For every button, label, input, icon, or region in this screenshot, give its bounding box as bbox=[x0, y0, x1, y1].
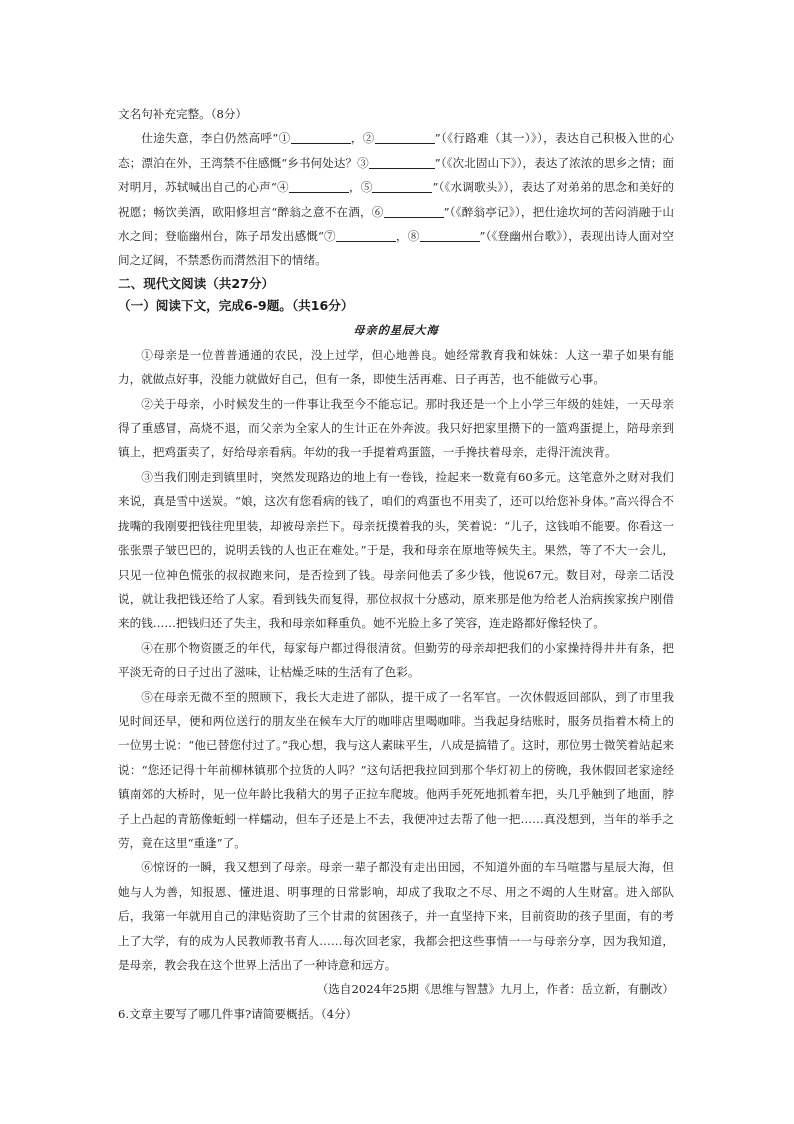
answer-blank-1[interactable] bbox=[291, 131, 351, 144]
article-paragraph-5: ⑤在母亲无微不至的照顾下，我长大走进了部队，提干成了一名军官。一次休假返回部队，到了市里我见时间还早，便和两位送行的朋友坐在候车大厅的咖啡店里喝咖啡。当我起身结账时，服务员指着木椅上的一位男士说：“他已替您付过了。”我心想，我与这人素昧平生，八成是搞错了。这时，那位男士微笑着站起来说：“您还记得十年前柳林镇那个拉货的人吗？”这句话把我拉回到那个华灯初上的傍晚，我休假回老家途经镇南郊的大桥时，见一位年龄比我稍大的男子正拉车爬坡。他两手死死地抓着车把，头几乎触到了地面，脖子上凸起的青筋像蚯蚓一样蠕动，但车子还是上不去，我便冲过去帮了他一把……真没想到，当年的举手之劳，竟在这里“重逢”了。 bbox=[118, 689, 674, 850]
poem-intro: 文名句补充完整。（8分） bbox=[118, 107, 248, 121]
article-source: （选自2024年25期《思维与智慧》九月上，作者：岳立新，有删改） bbox=[316, 982, 674, 997]
article-paragraph-6: ⑥惊讶的一瞬，我又想到了母亲。母亲一辈子都没有走出田园，不知道外面的车马喧嚣与星辰大海，但她与人为善，知报恩、懂进退、明事理的日常影响，却成了我取之不尽、用之不竭的人生财富。进入部队后，我第一年就用自己的津贴资助了三个甘肃的贫困孩子，并一直坚持下来，目前资助的孩子里面，有的考上了大学，有的成为人民教师教书育人……每次回老家，我都会把这些事情一一与母亲分享，因为我知道，是母亲，教会我在这个世界上活出了一种诗意和远方。 bbox=[118, 860, 674, 972]
answer-blank-4[interactable] bbox=[289, 180, 349, 193]
question-6: 6.文章主要写了哪几件事?请简要概括。（4分） bbox=[118, 1006, 358, 1021]
subsection-heading: （一）阅读下文，完成6-9题。（共16分） bbox=[118, 297, 354, 313]
article-paragraph-4: ④在那个物资匮乏的年代，每家每户都过得很清贫。但勤劳的母亲却把我们的小家操持得井井有条，把平淡无奇的日子过出了滋味，让枯燥乏味的生活有了色彩。 bbox=[118, 640, 674, 680]
article-paragraph-1: ①母亲是一位普普通通的农民，没上过学，但心地善良。她经常教育我和妹妹：人这一辈子如果有能力，就做点好事，没能力就做好自己，但有一条，即使生活再难、日子再苦，也不能做亏心事。 bbox=[118, 347, 674, 387]
exam-page bbox=[118, 102, 674, 1026]
answer-blank-8[interactable] bbox=[420, 229, 480, 242]
answer-blank-2[interactable] bbox=[375, 131, 435, 144]
answer-blank-5[interactable] bbox=[372, 180, 432, 193]
poem-fill-paragraph: 仕途失意，李白仍然高呼“① ，② ”（《行路难（其一）》），表达自己积极入世的心态；漂泊在外，王湾禁不住感慨“乡书何处达？③ ”（《次北固山下》），表达了浓浓的思乡之情；面对明月，苏轼喊出自己的心声“④ ，⑤ ”（《水调歌头》），表达了对弟弟的思念和美好的祝愿；畅饮美酒，欧阳修坦言“醉翁之意不在酒，⑥ ”（《醉翁亭记》），把仕途坎坷的苦闷消融于山水之间；登临幽州台，陈子昂发出感慨“⑦ ，⑧ ”（《登幽州台歌》），表现出诗人面对空间之辽阔，不禁悉伤而潸然泪下的情绪。 bbox=[118, 131, 674, 268]
answer-blank-6[interactable] bbox=[384, 205, 444, 218]
article-paragraph-3: ③当我们刚走到镇里时，突然发现路边的地上有一卷钱，捡起来一数竟有60多元。这笔意外之财对我们来说，真是雪中送炭。“娘，这次有您看病的钱了，咱们的鸡蛋也不用卖了，还可以给您补身体。”高兴得合不拢嘴的我刚要把钱往兜里装，却被母亲拦下。母亲抚摸着我的头，笑着说：“儿子，这钱咱不能要。你看这一张张票子皱巴巴的，说明丢钱的人也正在难处。”于是，我和母亲在原地等候失主。果然，等了不大一会儿，只见一位神色慌张的叔叔跑来问，是否捡到了钱。母亲问他丢了多少钱，他说67元。数目对，母亲二话没说，就让我把钱还给了人家。看到钱失而复得，那位叔叔十分感动，原来那是他为给老人治病挨家挨户刚借来的钱……把钱归还了失主，我和母亲如释重负。她不光脸上多了笑容，连走路都好像轻快了。 bbox=[118, 469, 674, 631]
answer-blank-3[interactable] bbox=[369, 156, 435, 169]
section-heading: 二、现代文阅读（共27分） bbox=[118, 275, 275, 291]
article-title: 母亲的星辰大海 bbox=[353, 322, 439, 337]
article-paragraph-2: ②关于母亲，小时候发生的一件事让我至今不能忘记。那时我还是一个上小学三年级的娃娃，一天母亲得了重感冒，高烧不退，而父亲为全家人的生计正在外奔波。我只好把家里攒下的一篮鸡蛋提上，陪母亲到镇上，把鸡蛋卖了，好给母亲看病。年幼的我一手提着鸡蛋篮，一手搀扶着母亲，走得汗流浃背。 bbox=[118, 396, 674, 460]
answer-blank-7[interactable] bbox=[336, 229, 396, 242]
